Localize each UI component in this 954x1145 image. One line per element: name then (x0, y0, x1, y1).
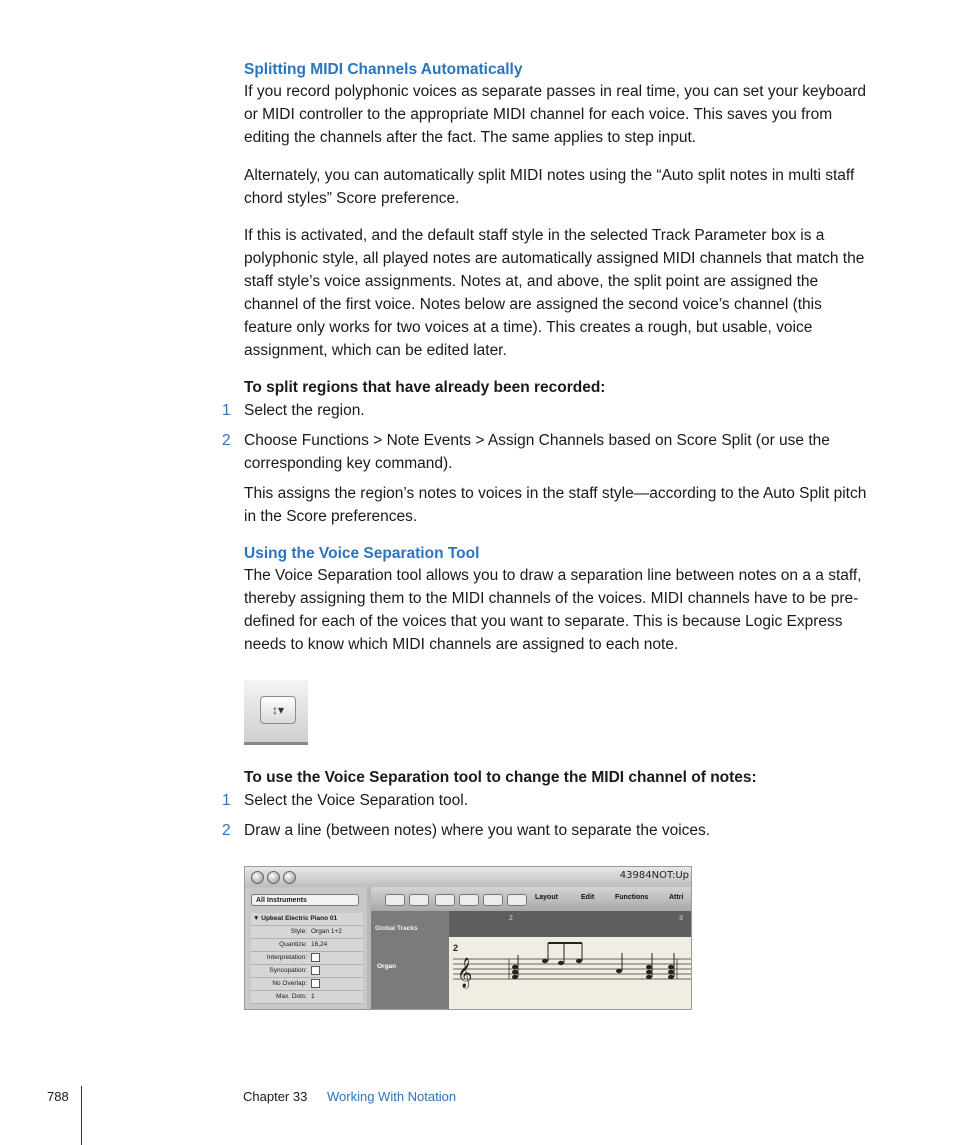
checkbox-icon (311, 966, 320, 975)
parameter-panel (245, 887, 367, 1009)
section-voice-separation (244, 543, 874, 656)
tool-button-icon (483, 894, 503, 906)
region-row: ▼ Upbeat Electric Piano 01 (251, 913, 363, 926)
tool-button-icon (409, 894, 429, 906)
svg-text:𝄞: 𝄞 (457, 958, 473, 988)
global-tracks-label: Global Tracks (375, 925, 418, 932)
param-row: No Overlap: (251, 978, 363, 991)
window-title: 43984NOT:Up (619, 870, 689, 881)
window-titlebar (245, 867, 691, 887)
bar-number: 2 (509, 915, 513, 922)
paragraph: Alternately, you can automatically split MIDI notes using the “Auto split notes in multi staff chord styles” Score preference. (244, 167, 855, 207)
step-text: Select the Voice Separation tool. (244, 792, 469, 809)
param-row: Syncopation: (251, 965, 363, 978)
voice-separation-tool-icon: ↕▾ (260, 696, 296, 724)
step-number: 1 (222, 402, 231, 419)
step-number: 2 (222, 822, 231, 839)
bar-number: 3 (679, 915, 683, 922)
paragraph: If you record polyphonic voices as separate passes in real time, you can set your keyboard or MIDI controller to the appropriate MIDI channel for each voice. This saves you from editing the channels after the fact. The same applies to step input. (244, 83, 867, 146)
heading-splitting-midi: Splitting MIDI Channels Automatically (244, 61, 523, 78)
zoom-window-icon (283, 871, 296, 884)
track-name: Organ (377, 963, 397, 970)
page-number: 788 (47, 1089, 69, 1104)
instrument-select: All Instruments (251, 894, 359, 906)
task-lead: To split regions that have already been recorded: (244, 379, 606, 396)
step-number: 2 (222, 432, 231, 449)
section-splitting (244, 59, 874, 149)
footer-chapter-title: Working With Notation (327, 1089, 457, 1104)
footer-chapter: Chapter 33 (243, 1089, 308, 1104)
heading-voice-separation: Using the Voice Separation Tool (244, 545, 480, 562)
menu-edit: Edit (581, 894, 595, 901)
bar-ruler (449, 911, 691, 937)
minimize-window-icon (267, 871, 280, 884)
close-window-icon (251, 871, 264, 884)
score-editor-screenshot (244, 866, 692, 1010)
footer-rule (81, 1086, 82, 1145)
svg-text:2: 2 (453, 943, 459, 953)
step-text: Select the region. (244, 402, 365, 419)
paragraph: If this is activated, and the default staff style in the selected Track Parameter box is a polyphonic style, all played notes are automatically assigned MIDI channels that match the staff style’s voice assignments. Notes at, and above, the split point are assigned the channel of the first voice. Notes below are assigned the second voice’s channel (this feature only works for two voices at a time). This creates a rough, but usable, voice assignment, which can be edited later. (244, 227, 865, 359)
staff-notation-icon (449, 937, 691, 1009)
task-lead: To use the Voice Separation tool to change the MIDI channel of notes: (244, 769, 757, 786)
tool-button-icon (385, 894, 405, 906)
menu-functions: Functions (615, 894, 649, 901)
paragraph: The Voice Separation tool allows you to draw a separation line between notes on a a staff, thereby assigning them to the MIDI channels of the voices. MIDI channels have to be pre-defined for each of the voices that you want to separate. This is because Logic Express needs to know which MIDI channels are assigned to each note. (244, 567, 862, 653)
step-number: 1 (222, 792, 231, 809)
checkbox-icon (311, 979, 320, 988)
tool-button-icon (435, 894, 455, 906)
checkbox-icon (311, 953, 320, 962)
score-staff (449, 937, 691, 1009)
param-row: Quantize: 16,24 (251, 939, 363, 952)
param-row: Interpretation: (251, 952, 363, 965)
menu-layout: Layout (535, 894, 558, 901)
param-row: Max. Dots: 1 (251, 991, 363, 1004)
paragraph: This assigns the region’s notes to voices in the staff style—according to the Auto Split pitch in the Score preferences. (244, 485, 867, 525)
tool-button-icon (459, 894, 479, 906)
step-text: Choose Functions > Note Events > Assign Channels based on Score Split (or use the corresponding key command). (244, 432, 830, 472)
tool-button-icon (507, 894, 527, 906)
param-row: Style: Organ 1+2 (251, 926, 363, 939)
step-text: Draw a line (between notes) where you want to separate the voices. (244, 822, 711, 839)
voice-separation-tool-image (244, 680, 308, 745)
score-toolbar (371, 887, 691, 911)
menu-attributes: Attri (669, 894, 684, 901)
